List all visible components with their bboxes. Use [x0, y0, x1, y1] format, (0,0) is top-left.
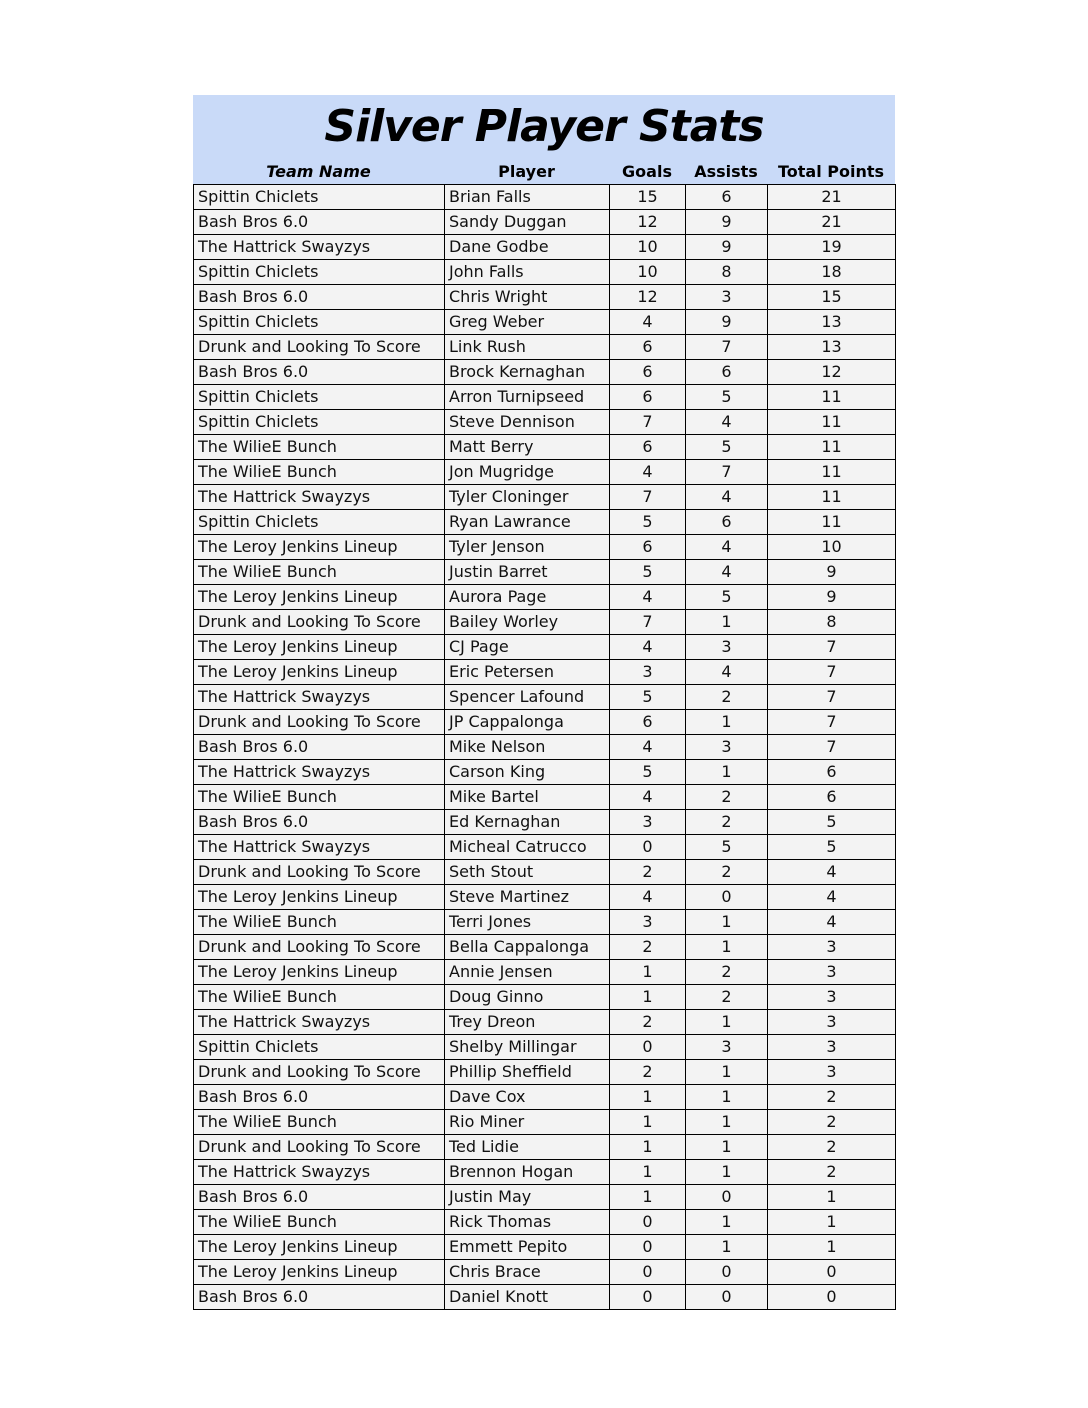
table-row	[194, 510, 896, 535]
goals-cell: 2	[610, 1060, 686, 1085]
player-cell: Justin May	[445, 1185, 610, 1210]
total-points-cell: 7	[768, 710, 896, 735]
total-points-cell: 3	[768, 985, 896, 1010]
player-cell: Link Rush	[445, 335, 610, 360]
assists-cell: 5	[686, 835, 768, 860]
player-cell: Rick Thomas	[445, 1210, 610, 1235]
table-row	[194, 1285, 896, 1310]
player-cell: Brian Falls	[445, 185, 610, 210]
assists-cell: 0	[686, 1285, 768, 1310]
player-cell: Mike Bartel	[445, 785, 610, 810]
total-points-cell: 1	[768, 1210, 896, 1235]
assists-cell: 1	[686, 1235, 768, 1260]
total-points-cell: 2	[768, 1135, 896, 1160]
goals-cell: 4	[610, 460, 686, 485]
table-row	[194, 1135, 896, 1160]
team-name-cell: Drunk and Looking To Score	[194, 935, 445, 960]
goals-cell: 6	[610, 335, 686, 360]
table-row	[194, 435, 896, 460]
column-header-total-points: Total Points	[777, 162, 885, 181]
column-header-goals: Goals	[622, 162, 672, 181]
assists-cell: 4	[686, 535, 768, 560]
player-cell: Jon Mugridge	[445, 460, 610, 485]
total-points-cell: 6	[768, 760, 896, 785]
team-name-cell: The WilieE Bunch	[194, 460, 445, 485]
player-cell: Emmett Pepito	[445, 1235, 610, 1260]
assists-cell: 3	[686, 735, 768, 760]
player-cell: Ted Lidie	[445, 1135, 610, 1160]
goals-cell: 6	[610, 360, 686, 385]
player-cell: Tyler Jenson	[445, 535, 610, 560]
total-points-cell: 15	[768, 285, 896, 310]
table-row	[194, 1185, 896, 1210]
table-row	[194, 935, 896, 960]
player-cell: Steve Dennison	[445, 410, 610, 435]
column-header-player: Player	[498, 162, 555, 181]
team-name-cell: Spittin Chiclets	[194, 385, 445, 410]
table-row	[194, 235, 896, 260]
goals-cell: 6	[610, 385, 686, 410]
goals-cell: 1	[610, 1135, 686, 1160]
team-name-cell: The WilieE Bunch	[194, 910, 445, 935]
team-name-cell: The Hattrick Swayzys	[194, 485, 445, 510]
assists-cell: 0	[686, 1260, 768, 1285]
table-row	[194, 1085, 896, 1110]
team-name-cell: The Hattrick Swayzys	[194, 235, 445, 260]
assists-cell: 1	[686, 1110, 768, 1135]
team-name-cell: Drunk and Looking To Score	[194, 610, 445, 635]
goals-cell: 1	[610, 1160, 686, 1185]
total-points-cell: 5	[768, 810, 896, 835]
goals-cell: 0	[610, 1210, 686, 1235]
player-cell: JP Cappalonga	[445, 710, 610, 735]
total-points-cell: 3	[768, 1010, 896, 1035]
table-row	[194, 760, 896, 785]
assists-cell: 4	[686, 660, 768, 685]
assists-cell: 2	[686, 860, 768, 885]
table-row	[194, 1035, 896, 1060]
table-row	[194, 535, 896, 560]
player-cell: Rio Miner	[445, 1110, 610, 1135]
team-name-cell: The Hattrick Swayzys	[194, 1010, 445, 1035]
assists-cell: 2	[686, 960, 768, 985]
player-cell: Steve Martinez	[445, 885, 610, 910]
team-name-cell: Drunk and Looking To Score	[194, 860, 445, 885]
player-cell: Seth Stout	[445, 860, 610, 885]
assists-cell: 5	[686, 435, 768, 460]
table-row	[194, 885, 896, 910]
goals-cell: 12	[610, 210, 686, 235]
team-name-cell: Spittin Chiclets	[194, 185, 445, 210]
assists-cell: 1	[686, 710, 768, 735]
assists-cell: 2	[686, 985, 768, 1010]
player-cell: Phillip Sheffield	[445, 1060, 610, 1085]
goals-cell: 7	[610, 410, 686, 435]
total-points-cell: 4	[768, 910, 896, 935]
total-points-cell: 9	[768, 560, 896, 585]
team-name-cell: The Hattrick Swayzys	[194, 1160, 445, 1185]
team-name-cell: The Leroy Jenkins Lineup	[194, 960, 445, 985]
total-points-cell: 13	[768, 335, 896, 360]
assists-cell: 9	[686, 235, 768, 260]
team-name-cell: Spittin Chiclets	[194, 410, 445, 435]
team-name-cell: Bash Bros 6.0	[194, 1285, 445, 1310]
assists-cell: 1	[686, 1160, 768, 1185]
assists-cell: 1	[686, 1010, 768, 1035]
assists-cell: 1	[686, 1085, 768, 1110]
total-points-cell: 13	[768, 310, 896, 335]
team-name-cell: Bash Bros 6.0	[194, 1185, 445, 1210]
assists-cell: 4	[686, 485, 768, 510]
goals-cell: 3	[610, 660, 686, 685]
assists-cell: 1	[686, 910, 768, 935]
team-name-cell: Bash Bros 6.0	[194, 285, 445, 310]
team-name-cell: Spittin Chiclets	[194, 1035, 445, 1060]
assists-cell: 2	[686, 685, 768, 710]
assists-cell: 5	[686, 585, 768, 610]
team-name-cell: Drunk and Looking To Score	[194, 1060, 445, 1085]
table-row	[194, 1260, 896, 1285]
player-cell: Tyler Cloninger	[445, 485, 610, 510]
team-name-cell: The Leroy Jenkins Lineup	[194, 585, 445, 610]
table-row	[194, 185, 896, 210]
player-cell: Trey Dreon	[445, 1010, 610, 1035]
stats-table	[193, 184, 896, 1310]
goals-cell: 4	[610, 785, 686, 810]
goals-cell: 6	[610, 435, 686, 460]
table-row	[194, 660, 896, 685]
table-row	[194, 560, 896, 585]
column-header-team-name: Team Name	[266, 162, 371, 181]
total-points-cell: 10	[768, 535, 896, 560]
team-name-cell: The Leroy Jenkins Lineup	[194, 660, 445, 685]
assists-cell: 9	[686, 210, 768, 235]
player-cell: Mike Nelson	[445, 735, 610, 760]
table-row	[194, 1235, 896, 1260]
total-points-cell: 3	[768, 1035, 896, 1060]
player-cell: Bailey Worley	[445, 610, 610, 635]
assists-cell: 1	[686, 935, 768, 960]
team-name-cell: The Hattrick Swayzys	[194, 760, 445, 785]
table-row	[194, 210, 896, 235]
goals-cell: 5	[610, 510, 686, 535]
goals-cell: 4	[610, 885, 686, 910]
table-row	[194, 385, 896, 410]
goals-cell: 3	[610, 910, 686, 935]
player-cell: Terri Jones	[445, 910, 610, 935]
team-name-cell: The Leroy Jenkins Lineup	[194, 1260, 445, 1285]
goals-cell: 15	[610, 185, 686, 210]
goals-cell: 7	[610, 485, 686, 510]
total-points-cell: 18	[768, 260, 896, 285]
team-name-cell: The Hattrick Swayzys	[194, 685, 445, 710]
assists-cell: 4	[686, 560, 768, 585]
total-points-cell: 3	[768, 935, 896, 960]
table-row	[194, 635, 896, 660]
player-cell: Greg Weber	[445, 310, 610, 335]
goals-cell: 3	[610, 810, 686, 835]
goals-cell: 0	[610, 1260, 686, 1285]
page-title: Silver Player Stats	[324, 101, 764, 152]
total-points-cell: 7	[768, 735, 896, 760]
assists-cell: 5	[686, 385, 768, 410]
player-cell: Micheal Catrucco	[445, 835, 610, 860]
assists-cell: 7	[686, 460, 768, 485]
goals-cell: 5	[610, 560, 686, 585]
total-points-cell: 4	[768, 885, 896, 910]
team-name-cell: Spittin Chiclets	[194, 310, 445, 335]
player-cell: Dane Godbe	[445, 235, 610, 260]
goals-cell: 0	[610, 835, 686, 860]
assists-cell: 1	[686, 1060, 768, 1085]
team-name-cell: Bash Bros 6.0	[194, 735, 445, 760]
total-points-cell: 2	[768, 1160, 896, 1185]
table-row	[194, 360, 896, 385]
team-name-cell: Spittin Chiclets	[194, 260, 445, 285]
total-points-cell: 8	[768, 610, 896, 635]
total-points-cell: 11	[768, 410, 896, 435]
assists-cell: 1	[686, 1135, 768, 1160]
goals-cell: 2	[610, 1010, 686, 1035]
team-name-cell: The WilieE Bunch	[194, 1210, 445, 1235]
total-points-cell: 0	[768, 1260, 896, 1285]
player-cell: Shelby Millingar	[445, 1035, 610, 1060]
table-row	[194, 410, 896, 435]
total-points-cell: 11	[768, 460, 896, 485]
player-cell: Arron Turnipseed	[445, 385, 610, 410]
goals-cell: 2	[610, 860, 686, 885]
table-row	[194, 910, 896, 935]
total-points-cell: 7	[768, 635, 896, 660]
goals-cell: 4	[610, 735, 686, 760]
table-row	[194, 685, 896, 710]
total-points-cell: 0	[768, 1285, 896, 1310]
assists-cell: 4	[686, 410, 768, 435]
goals-cell: 12	[610, 285, 686, 310]
player-cell: Daniel Knott	[445, 1285, 610, 1310]
table-row	[194, 285, 896, 310]
assists-cell: 1	[686, 1210, 768, 1235]
goals-cell: 1	[610, 985, 686, 1010]
total-points-cell: 21	[768, 210, 896, 235]
player-cell: Matt Berry	[445, 435, 610, 460]
table-row	[194, 835, 896, 860]
player-cell: Brennon Hogan	[445, 1160, 610, 1185]
table-row	[194, 335, 896, 360]
total-points-cell: 11	[768, 485, 896, 510]
team-name-cell: The WilieE Bunch	[194, 985, 445, 1010]
total-points-cell: 7	[768, 660, 896, 685]
goals-cell: 10	[610, 235, 686, 260]
assists-cell: 3	[686, 285, 768, 310]
assists-cell: 0	[686, 885, 768, 910]
total-points-cell: 11	[768, 510, 896, 535]
table-row	[194, 610, 896, 635]
total-points-cell: 2	[768, 1085, 896, 1110]
column-headers	[193, 161, 895, 183]
assists-cell: 1	[686, 610, 768, 635]
table-row	[194, 985, 896, 1010]
table-row	[194, 960, 896, 985]
assists-cell: 6	[686, 360, 768, 385]
player-cell: Eric Petersen	[445, 660, 610, 685]
table-row	[194, 460, 896, 485]
team-name-cell: Bash Bros 6.0	[194, 210, 445, 235]
total-points-cell: 7	[768, 685, 896, 710]
goals-cell: 1	[610, 960, 686, 985]
total-points-cell: 12	[768, 360, 896, 385]
total-points-cell: 11	[768, 385, 896, 410]
total-points-cell: 2	[768, 1110, 896, 1135]
table-row	[194, 1160, 896, 1185]
team-name-cell: Drunk and Looking To Score	[194, 335, 445, 360]
table-row	[194, 785, 896, 810]
assists-cell: 0	[686, 1185, 768, 1210]
assists-cell: 8	[686, 260, 768, 285]
team-name-cell: The Leroy Jenkins Lineup	[194, 885, 445, 910]
assists-cell: 6	[686, 185, 768, 210]
player-cell: Spencer Lafound	[445, 685, 610, 710]
player-cell: Aurora Page	[445, 585, 610, 610]
player-cell: Ed Kernaghan	[445, 810, 610, 835]
team-name-cell: The Leroy Jenkins Lineup	[194, 635, 445, 660]
goals-cell: 0	[610, 1235, 686, 1260]
player-cell: Annie Jensen	[445, 960, 610, 985]
team-name-cell: The Hattrick Swayzys	[194, 835, 445, 860]
player-cell: Chris Wright	[445, 285, 610, 310]
goals-cell: 2	[610, 935, 686, 960]
total-points-cell: 6	[768, 785, 896, 810]
team-name-cell: The WilieE Bunch	[194, 435, 445, 460]
assists-cell: 6	[686, 510, 768, 535]
player-cell: Carson King	[445, 760, 610, 785]
table-row	[194, 1060, 896, 1085]
header-band	[193, 95, 895, 184]
goals-cell: 1	[610, 1185, 686, 1210]
player-cell: Ryan Lawrance	[445, 510, 610, 535]
goals-cell: 4	[610, 635, 686, 660]
player-cell: CJ Page	[445, 635, 610, 660]
player-cell: Chris Brace	[445, 1260, 610, 1285]
player-cell: John Falls	[445, 260, 610, 285]
assists-cell: 1	[686, 760, 768, 785]
table-row	[194, 860, 896, 885]
column-header-assists: Assists	[694, 162, 758, 181]
total-points-cell: 3	[768, 1060, 896, 1085]
assists-cell: 2	[686, 810, 768, 835]
table-row	[194, 735, 896, 760]
team-name-cell: Bash Bros 6.0	[194, 1085, 445, 1110]
goals-cell: 1	[610, 1085, 686, 1110]
total-points-cell: 4	[768, 860, 896, 885]
goals-cell: 6	[610, 535, 686, 560]
stats-sheet	[193, 95, 895, 1310]
goals-cell: 5	[610, 760, 686, 785]
goals-cell: 1	[610, 1110, 686, 1135]
total-points-cell: 21	[768, 185, 896, 210]
table-row	[194, 310, 896, 335]
table-row	[194, 1210, 896, 1235]
assists-cell: 3	[686, 635, 768, 660]
team-name-cell: Bash Bros 6.0	[194, 810, 445, 835]
team-name-cell: Drunk and Looking To Score	[194, 710, 445, 735]
goals-cell: 0	[610, 1035, 686, 1060]
total-points-cell: 19	[768, 235, 896, 260]
team-name-cell: The WilieE Bunch	[194, 1110, 445, 1135]
player-cell: Justin Barret	[445, 560, 610, 585]
team-name-cell: The Leroy Jenkins Lineup	[194, 535, 445, 560]
goals-cell: 4	[610, 310, 686, 335]
team-name-cell: The Leroy Jenkins Lineup	[194, 1235, 445, 1260]
goals-cell: 0	[610, 1285, 686, 1310]
assists-cell: 3	[686, 1035, 768, 1060]
table-row	[194, 1110, 896, 1135]
goals-cell: 6	[610, 710, 686, 735]
table-row	[194, 1010, 896, 1035]
player-cell: Bella Cappalonga	[445, 935, 610, 960]
table-row	[194, 810, 896, 835]
goals-cell: 7	[610, 610, 686, 635]
total-points-cell: 1	[768, 1235, 896, 1260]
team-name-cell: The WilieE Bunch	[194, 785, 445, 810]
team-name-cell: Drunk and Looking To Score	[194, 1135, 445, 1160]
goals-cell: 5	[610, 685, 686, 710]
table-row	[194, 710, 896, 735]
total-points-cell: 3	[768, 960, 896, 985]
total-points-cell: 1	[768, 1185, 896, 1210]
assists-cell: 7	[686, 335, 768, 360]
player-cell: Dave Cox	[445, 1085, 610, 1110]
player-cell: Brock Kernaghan	[445, 360, 610, 385]
team-name-cell: Bash Bros 6.0	[194, 360, 445, 385]
total-points-cell: 11	[768, 435, 896, 460]
table-row	[194, 585, 896, 610]
table-row	[194, 260, 896, 285]
team-name-cell: Spittin Chiclets	[194, 510, 445, 535]
total-points-cell: 9	[768, 585, 896, 610]
goals-cell: 4	[610, 585, 686, 610]
assists-cell: 9	[686, 310, 768, 335]
team-name-cell: The WilieE Bunch	[194, 560, 445, 585]
table-row	[194, 485, 896, 510]
player-cell: Sandy Duggan	[445, 210, 610, 235]
total-points-cell: 5	[768, 835, 896, 860]
goals-cell: 10	[610, 260, 686, 285]
player-cell: Doug Ginno	[445, 985, 610, 1010]
assists-cell: 2	[686, 785, 768, 810]
